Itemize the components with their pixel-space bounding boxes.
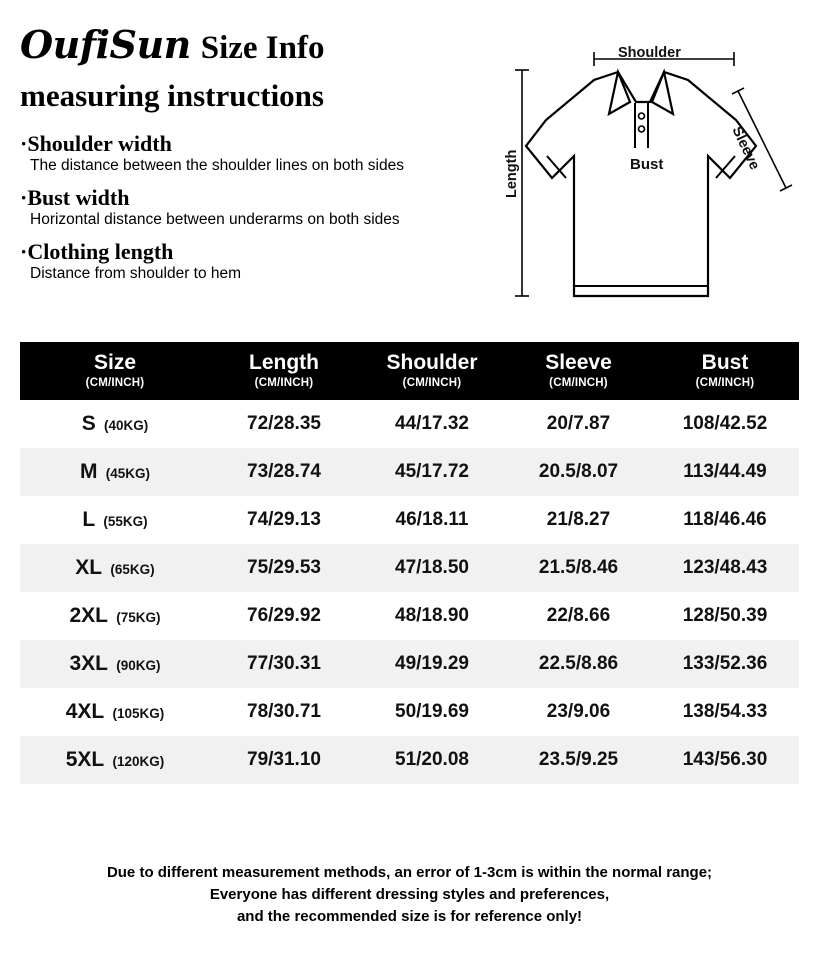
- column-header-sleeve: [506, 342, 651, 400]
- polo-shirt-diagram: [490, 28, 810, 328]
- instruction-item: [20, 239, 490, 284]
- size-weight: (75KG): [116, 610, 161, 626]
- column-title: Size: [93, 351, 137, 374]
- cell-shoulder: 47/18.50: [358, 544, 506, 592]
- cell-size: [20, 592, 210, 640]
- size-weight: (55KG): [103, 514, 148, 530]
- table-header: [20, 342, 799, 400]
- cell-sleeve: 23.5/9.25: [506, 736, 651, 784]
- cell-sleeve: 22/8.66: [506, 592, 651, 640]
- column-unit: (CM/INCH): [85, 377, 145, 390]
- size-name: XL: [75, 556, 103, 580]
- cell-length: 72/28.35: [210, 400, 358, 448]
- cell-shoulder: 50/19.69: [358, 688, 506, 736]
- cell-shoulder: 45/17.72: [358, 448, 506, 496]
- instruction-item: [20, 185, 490, 230]
- table-row: [20, 496, 799, 544]
- table-row: [20, 544, 799, 592]
- size-name: L: [82, 508, 96, 532]
- cell-sleeve: 20.5/8.07: [506, 448, 651, 496]
- size-table: [20, 342, 799, 784]
- size-weight: (105KG): [112, 706, 165, 722]
- disclaimer-note: [0, 862, 819, 927]
- cell-sleeve: 23/9.06: [506, 688, 651, 736]
- shirt-outline: [526, 72, 756, 296]
- size-name: 5XL: [65, 748, 105, 772]
- cell-length: 78/30.71: [210, 688, 358, 736]
- size-name: M: [79, 460, 98, 484]
- cell-size: [20, 736, 210, 784]
- page-title: Size Info: [200, 30, 325, 66]
- title-row: [20, 22, 490, 67]
- column-unit: (CM/INCH): [549, 377, 608, 390]
- column-title: Shoulder: [386, 351, 478, 374]
- column-header-size: [20, 342, 210, 400]
- size-name: 2XL: [69, 604, 108, 628]
- disclaimer-line-2: Everyone has different dressing styles and preferences,: [209, 885, 610, 903]
- page-subtitle: measuring instructions: [20, 78, 324, 113]
- size-name: S: [81, 412, 96, 436]
- bust-measure-label: Bust: [630, 156, 664, 173]
- cell-size: [20, 688, 210, 736]
- instruction-item: [20, 131, 490, 176]
- length-measure-label: Length: [504, 149, 520, 198]
- cell-bust: 118/46.46: [651, 496, 799, 544]
- cell-bust: 138/54.33: [651, 688, 799, 736]
- column-unit: (CM/INCH): [695, 377, 755, 390]
- cell-bust: 108/42.52: [651, 400, 799, 448]
- shirt-illustration-svg: [490, 28, 810, 328]
- size-weight: (65KG): [110, 562, 155, 578]
- cell-bust: 128/50.39: [651, 592, 799, 640]
- cell-size: [20, 496, 210, 544]
- cell-bust: 123/48.43: [651, 544, 799, 592]
- column-title: Length: [249, 351, 319, 374]
- cell-shoulder: 49/19.29: [358, 640, 506, 688]
- cell-length: 77/30.31: [210, 640, 358, 688]
- cell-length: 79/31.10: [210, 736, 358, 784]
- column-title: Bust: [701, 351, 749, 374]
- brand-logo: OufiSun: [20, 22, 191, 67]
- cell-size: [20, 448, 210, 496]
- column-header-shoulder: [358, 342, 506, 400]
- size-name: 4XL: [65, 700, 105, 724]
- size-table-wrap: [20, 342, 799, 784]
- table-row: [20, 400, 799, 448]
- cell-shoulder: 48/18.90: [358, 592, 506, 640]
- cell-size: [20, 544, 210, 592]
- cell-sleeve: 20/7.87: [506, 400, 651, 448]
- size-weight: (90KG): [116, 658, 161, 674]
- cell-bust: 143/56.30: [651, 736, 799, 784]
- header: [20, 22, 490, 293]
- cell-size: [20, 400, 210, 448]
- cell-bust: 133/52.36: [651, 640, 799, 688]
- sleeve-measure-label: Sleeve: [728, 124, 763, 173]
- disclaimer-line-1: Due to different measurement methods, an error of 1-3cm is within the normal range;: [106, 864, 713, 881]
- instruction-heading: ·Shoulder width: [20, 131, 172, 157]
- size-weight: (40KG): [104, 418, 149, 434]
- cell-bust: 113/44.49: [651, 448, 799, 496]
- cell-sleeve: 22.5/8.86: [506, 640, 651, 688]
- cell-shoulder: 51/20.08: [358, 736, 506, 784]
- table-row: [20, 640, 799, 688]
- instructions-list: [20, 131, 490, 284]
- cell-size: [20, 640, 210, 688]
- shoulder-measure-label: Shoulder: [618, 45, 681, 61]
- column-unit: (CM/INCH): [254, 377, 314, 390]
- cell-sleeve: 21.5/8.46: [506, 544, 651, 592]
- column-title: Sleeve: [545, 351, 612, 374]
- cell-length: 75/29.53: [210, 544, 358, 592]
- cell-length: 73/28.74: [210, 448, 358, 496]
- size-name: 3XL: [69, 652, 108, 676]
- cell-shoulder: 46/18.11: [358, 496, 506, 544]
- cell-length: 74/29.13: [210, 496, 358, 544]
- size-weight: (45KG): [105, 466, 151, 482]
- table-header-row: [20, 342, 799, 400]
- column-unit: (CM/INCH): [402, 377, 462, 390]
- table-row: [20, 448, 799, 496]
- column-header-length: [210, 342, 358, 400]
- instruction-heading: ·Bust width: [20, 184, 130, 210]
- table-row: [20, 688, 799, 736]
- instruction-detail: Horizontal distance between underarms on both sides: [30, 211, 400, 229]
- disclaimer-line-3: and the recommended size is for reference only!: [236, 907, 583, 925]
- cell-length: 76/29.92: [210, 592, 358, 640]
- size-weight: (120KG): [112, 754, 165, 770]
- cell-shoulder: 44/17.32: [358, 400, 506, 448]
- table-row: [20, 592, 799, 640]
- instruction-detail: The distance between the shoulder lines on both sides: [30, 157, 404, 175]
- instruction-detail: Distance from shoulder to hem: [30, 265, 242, 283]
- column-header-bust: [651, 342, 799, 400]
- table-body: [20, 400, 799, 784]
- table-row: [20, 736, 799, 784]
- instruction-heading: ·Clothing length: [20, 238, 174, 264]
- cell-sleeve: 21/8.27: [506, 496, 651, 544]
